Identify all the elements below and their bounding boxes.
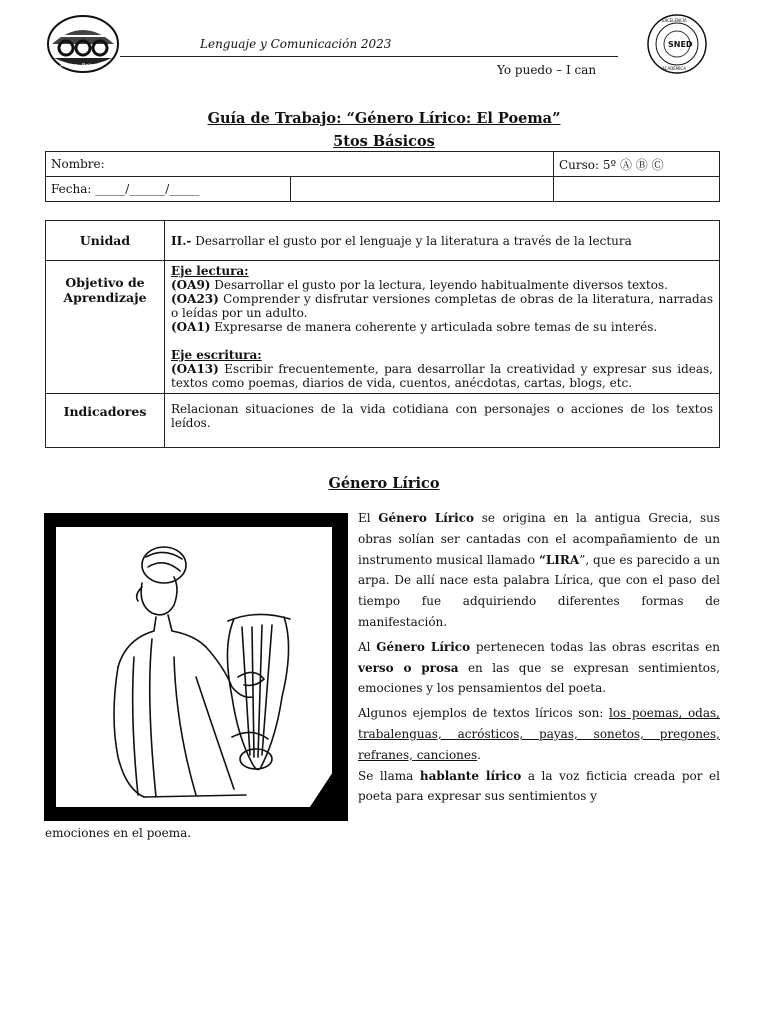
- writing-axis-label: Eje escritura:: [171, 348, 262, 362]
- objective-header: Objetivo de Aprendizaje: [46, 261, 165, 394]
- objective-oa23: (OA23) Comprender y disfrutar versiones completas de obras de la literatura, narradas o leídas por un adulto.: [171, 292, 713, 320]
- paragraph-speaker-end: emociones en el poema.: [45, 826, 192, 840]
- unit-number: II.-: [171, 233, 192, 248]
- excellence-seal: [640, 14, 714, 74]
- school-logo: [46, 14, 120, 74]
- lyre-player-illustration: [44, 513, 348, 821]
- paragraph-origin: El Género Lírico se origina en la antigua Grecia, sus obras solían ser cantadas con el acompañamiento de un instrumento musical llamado “LIRA”, que es parecido a un arpa. De allí nace esta palabra Lírica, que con el paso del tiempo fue adquiriendo diferentes formas de manifestación.: [358, 511, 721, 629]
- date-label: Fecha: _____/______/_____: [51, 182, 200, 196]
- paragraph-definition: Al Género Lírico pertenecen todas las obras escritas en verso o prosa en las que se expresan sentimientos, emociones y los pensamientos del poeta.: [358, 639, 720, 696]
- student-info-table: [45, 151, 720, 202]
- objective-oa9: (OA9) Desarrollar el gusto por la lectura, leyendo habitualmente diversos textos.: [171, 278, 668, 292]
- page-subtitle: 5tos Básicos: [333, 133, 435, 150]
- unit-header: Unidad: [46, 221, 165, 261]
- svg-text:EXCELENCIA: EXCELENCIA: [662, 18, 687, 23]
- blank-field[interactable]: [290, 177, 553, 202]
- page-title: Guía de Trabajo: “Género Lírico: El Poema”: [207, 110, 561, 127]
- unit-description: [165, 221, 720, 261]
- name-field[interactable]: [46, 152, 554, 177]
- unit-text: Desarrollar el gusto por el lenguaje y la literatura a través de la lectura: [191, 233, 632, 248]
- unit-table: [45, 220, 720, 448]
- objectives-cell: [165, 261, 720, 394]
- objective-oa1: (OA1) Expresarse de manera coherente y articulada sobre temas de su interés.: [171, 320, 658, 334]
- header-rule: [120, 56, 618, 57]
- reading-axis-label: Eje lectura:: [171, 264, 249, 278]
- paragraph-speaker: Se llama hablante lírico a la voz ficticia creada por el poeta para expresar sus sentimientos y: [358, 768, 720, 804]
- name-label: Nombre:: [51, 157, 105, 171]
- school-motto: Yo puedo – I can: [497, 63, 597, 77]
- objective-oa13: (OA13) Escribir frecuentemente, para desarrollar la creatividad y expresar sus ideas, textos como poemas, diarios de vida, cuentos, anécdotas, cartas, blogs, etc.: [171, 362, 713, 390]
- svg-text:ACADÉMICA: ACADÉMICA: [662, 66, 686, 71]
- course-field[interactable]: [554, 152, 720, 177]
- body-text: [358, 508, 720, 807]
- section-title: Género Lírico: [328, 475, 440, 492]
- logo-text: Aquino · Bakunin: [60, 63, 103, 69]
- indicators-text: Relacionan situaciones de la vida cotidiana con personajes o acciones de los textos leídos.: [165, 394, 720, 448]
- svg-text:SNED: SNED: [668, 40, 693, 49]
- subject-title: Lenguaje y Comunicación 2023: [200, 37, 392, 51]
- blank-field-2[interactable]: [554, 177, 720, 202]
- indicators-header: Indicadores: [46, 394, 165, 448]
- date-field[interactable]: [46, 177, 291, 202]
- paragraph-examples: Algunos ejemplos de textos líricos son: los poemas, odas, trabalenguas, acrósticos, payas, sonetos, pregones, refranes, canciones.: [358, 706, 720, 762]
- course-label: Curso: 5º Ⓐ Ⓑ Ⓒ: [559, 157, 664, 172]
